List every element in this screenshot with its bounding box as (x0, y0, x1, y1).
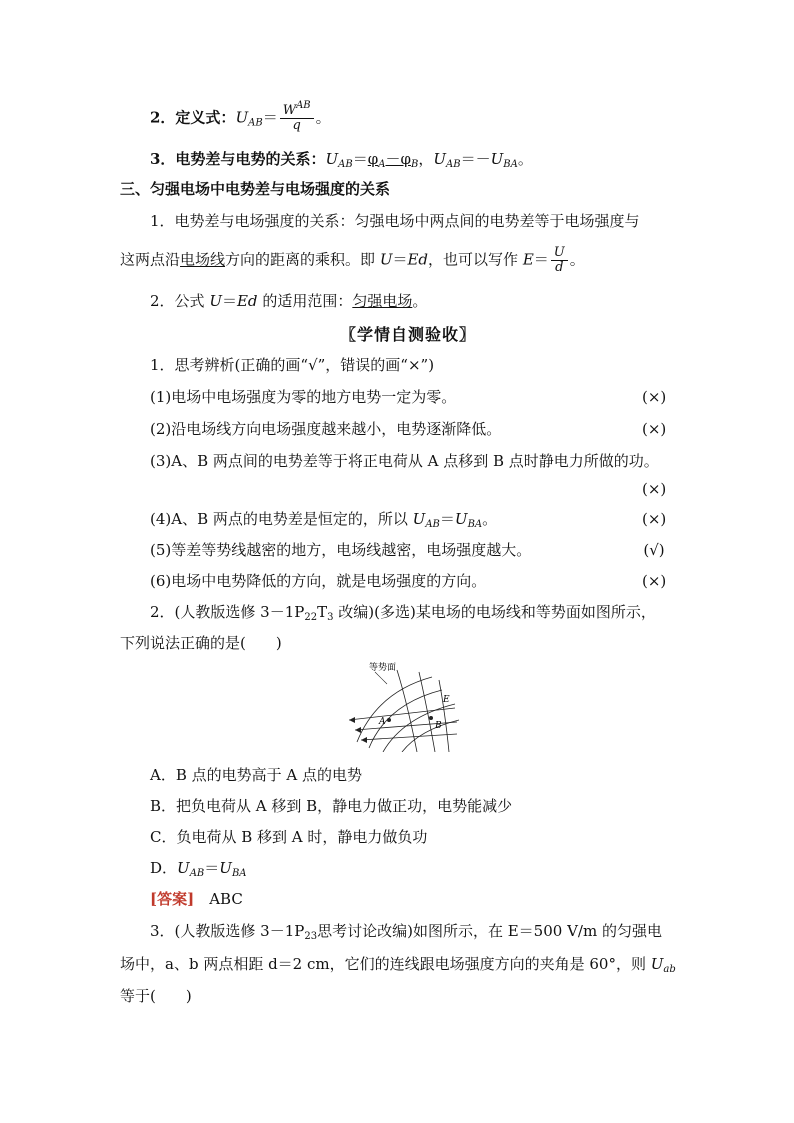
field-line-1 (349, 708, 455, 720)
q2-stem-line-2: 下列说法正确的是( ) (120, 634, 282, 652)
section-title-self-test: 〖学情自测验收〗 (340, 325, 477, 344)
point-b (429, 716, 433, 720)
point-a (387, 718, 391, 722)
relation-paragraph-line-1: 1．电势差与电场强度的关系：匀强电场中两点间的电势差等于电场强度与 (150, 212, 640, 230)
relation-paragraph-line-2: 这两点沿电场线方向的距离的乘积。即 U＝Ed，也可以写作 E＝ $\frac{U}{d}$ 。 (120, 245, 585, 275)
answer-value: ABC (209, 890, 243, 908)
q3-stem-line-3: 等于( ) (120, 987, 192, 1005)
q1-item-2: (2)沿电场线方向电场强度越来越小，电势逐渐降低。 (150, 420, 502, 438)
q1-item-6-mark: (×) (642, 572, 667, 590)
q1-item-2-mark: (×) (642, 420, 667, 438)
field-arrow-2 (355, 727, 361, 733)
svg-text:E: E (443, 695, 450, 705)
q1-item-4: (4)A、B 两点的电势差是恒定的，所以 $U_{AB}=U_{BA}$。 (150, 510, 498, 530)
definition-formula-line: 2．定义式：$U_{AB}=$ $\frac{W^{AB}}{q}$ 。 (150, 100, 331, 133)
section-heading-three: 三、匀强电场中电势差与电场强度的关系 (120, 180, 391, 198)
q1-item-4-mark: (×) (642, 510, 667, 528)
svg-text:A: A (379, 717, 386, 727)
answer-label: [答案] (150, 890, 195, 908)
field-arrow-3 (361, 737, 367, 743)
q2-stem-line-1: 2．(人教版选修 $3-1P_{22}T_3$ 改编)(多选)某电场的电场线和等势面如图所示， (150, 603, 656, 623)
q3-stem-line-2: 场中，a、b 两点相距 d＝2 cm，它们的连线跟电场强度方向的夹角是 60°，则 $U_{ab}$ (120, 955, 676, 975)
svg-text:B: B (435, 721, 442, 731)
q1-item-3-mark: (×) (642, 480, 667, 498)
field-lines-figure (347, 662, 462, 752)
q2-option-c: C．负电荷从 B 移到 A 时，静电力做负功 (150, 828, 428, 846)
q1-item-1-mark: (×) (642, 388, 667, 406)
q1-item-1: (1)电场中电场强度为零的地方电势一定为零。 (150, 388, 457, 406)
q2-option-b: B．把负电荷从 A 移到 B，静电力做正功，电势能减少 (150, 797, 513, 815)
equipotential-arc-1 (357, 677, 432, 742)
formula-scope-line: 2．公式 U＝Ed 的适用范围：匀强电场。 (150, 292, 428, 310)
q2-option-a: A．B 点的电势高于 A 点的电势 (150, 766, 362, 784)
q3-stem-line-1: 3．(人教版选修 $3-1P_{23}$思考讨论改编)如图所示，在 E＝500 V/m 的匀强电 (150, 922, 662, 942)
figure-label-equipotential: 等势面 (369, 663, 397, 673)
field-line-2 (355, 722, 457, 730)
definition-label: 2．定义式： (150, 108, 236, 127)
q2-answer (150, 888, 243, 910)
q1-stem: 1．思考辨析(正确的画“√”，错误的画“×”) (150, 356, 435, 374)
work-over-charge-fraction: $\frac{W^{AB}}{q}$ (280, 104, 314, 133)
q1-item-5-mark: (√) (643, 541, 665, 559)
q2-option-d: D．$U_{AB}=U_{BA}$ (150, 859, 247, 879)
q1-item-5: (5)等差等势线越密的地方，电场线越密，电场强度越大。 (150, 541, 532, 559)
potential-relation-line: 3．电势差与电势的关系：$U_{AB}=\varphi_A-\varphi_B$，$U_{AB}=-U_{BA}$。 (150, 150, 533, 170)
q1-item-3: (3)A、B 两点间的电势差等于将正电荷从 A 点移到 B 点时静电力所做的功。 (150, 452, 659, 470)
q1-item-6: (6)电场中电势降低的方向，就是电场强度的方向。 (150, 572, 487, 590)
field-arrow-1 (349, 717, 355, 723)
